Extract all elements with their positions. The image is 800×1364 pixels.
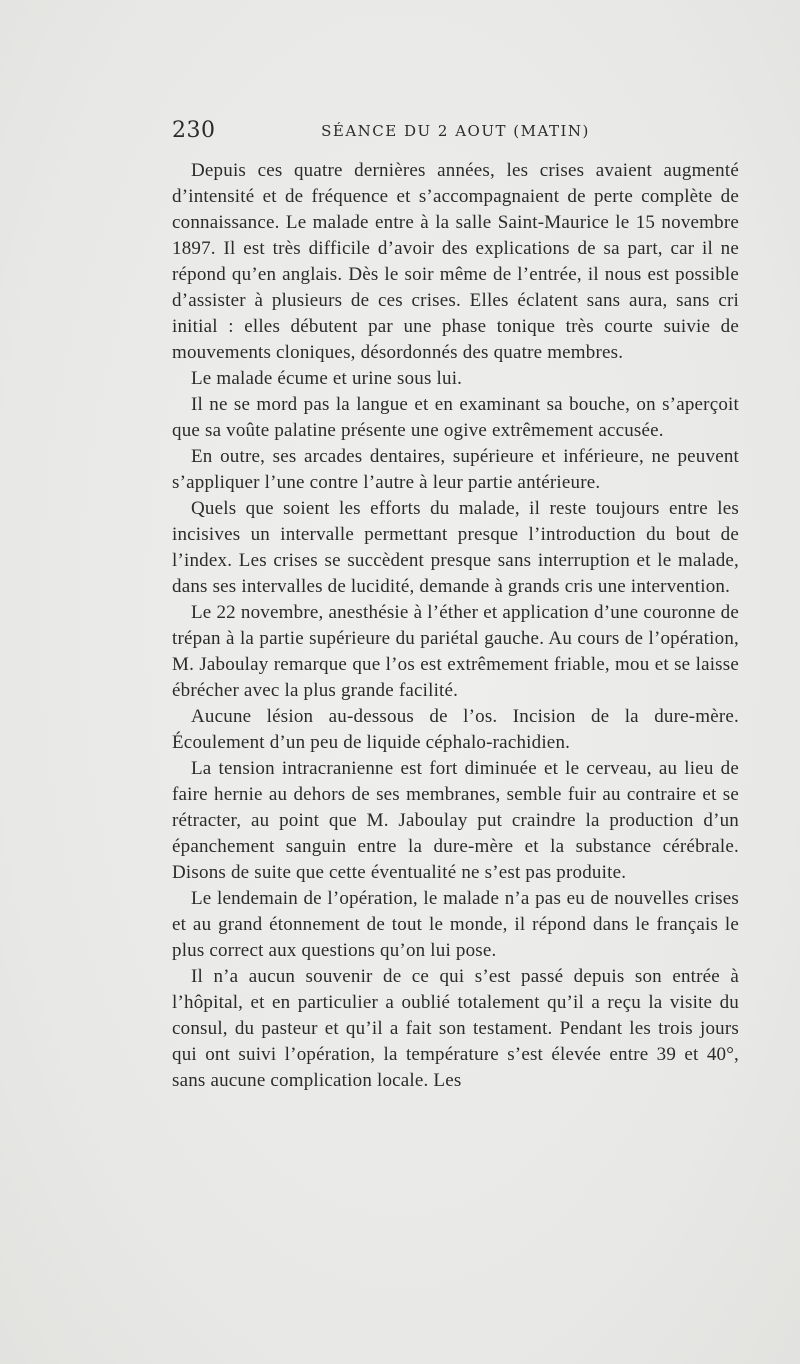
page-number: 230 <box>172 118 216 143</box>
paragraph: Il n’a aucun souvenir de ce qui s’est passé depuis son entrée à l’hôpital, et en particulier a oublié totalement qu’il a reçu la visite du consul, du pasteur et qu’il a fait son testament. Pendant les trois jours qui ont suivi l’opération, la température s’est élevée entre 39 et 40°, sans aucune complication locale. Les <box>172 966 739 1091</box>
body-text <box>172 158 739 1094</box>
paragraph: Quels que soient les efforts du malade, il reste toujours entre les incisives un intervalle permettant presque l’introduction du bout de l’index. Les crises se succèdent presque sans interruption et le malade, dans ses intervalles de lucidité, demande à grands cris une intervention. <box>172 498 739 597</box>
paragraph: Il ne se mord pas la langue et en examinant sa bouche, on s’aperçoit que sa voûte palatine présente une ogive extrêmement accusée. <box>172 394 739 441</box>
paragraph: Depuis ces quatre dernières années, les crises avaient augmenté d’intensité et de fréquence et s’accompagnaient de perte complète de connaissance. Le malade entre à la salle Saint-Maurice le 15 novembre 1897. Il est très difficile d’avoir des explications de sa part, car il ne répond qu’en anglais. Dès le soir même de l’entrée, il nous est possible d’assister à plusieurs de ces crises. Elles éclatent sans aura, sans cri initial : elles débutent par une phase tonique très courte suivie de mouvements cloniques, désordonnés des quatre membres. <box>172 160 739 363</box>
paragraph: Le malade écume et urine sous lui. <box>191 368 463 389</box>
page-header <box>172 118 739 148</box>
paragraph: En outre, ses arcades dentaires, supérieure et inférieure, ne peuvent s’appliquer l’une contre l’autre à leur partie antérieure. <box>172 446 739 493</box>
paragraph: Aucune lésion au-dessous de l’os. Incision de la dure-mère. Écoulement d’un peu de liquide céphalo-rachidien. <box>172 706 739 753</box>
paragraph: Le 22 novembre, anesthésie à l’éther et application d’une couronne de trépan à la partie supérieure du pariétal gauche. Au cours de l’opération, M. Jaboulay remarque que l’os est extrêmement friable, mou et se laisse ébrécher avec la plus grande facilité. <box>172 602 739 701</box>
paragraph: Le lendemain de l’opération, le malade n’a pas eu de nouvelles crises et au grand étonnement de tout le monde, il répond dans le français le plus correct aux questions qu’on lui pose. <box>172 888 739 961</box>
running-head: SÉANCE DU 2 AOUT (MATIN) <box>321 122 590 140</box>
paragraph: La tension intracranienne est fort diminuée et le cerveau, au lieu de faire hernie au dehors de ses membranes, semble fuir au contraire et se rétracter, au point que M. Jaboulay put craindre la production d’un épanchement sanguin entre la dure-mère et la substance cérébrale. Disons de suite que cette éventualité ne s’est pas produite. <box>172 758 739 883</box>
